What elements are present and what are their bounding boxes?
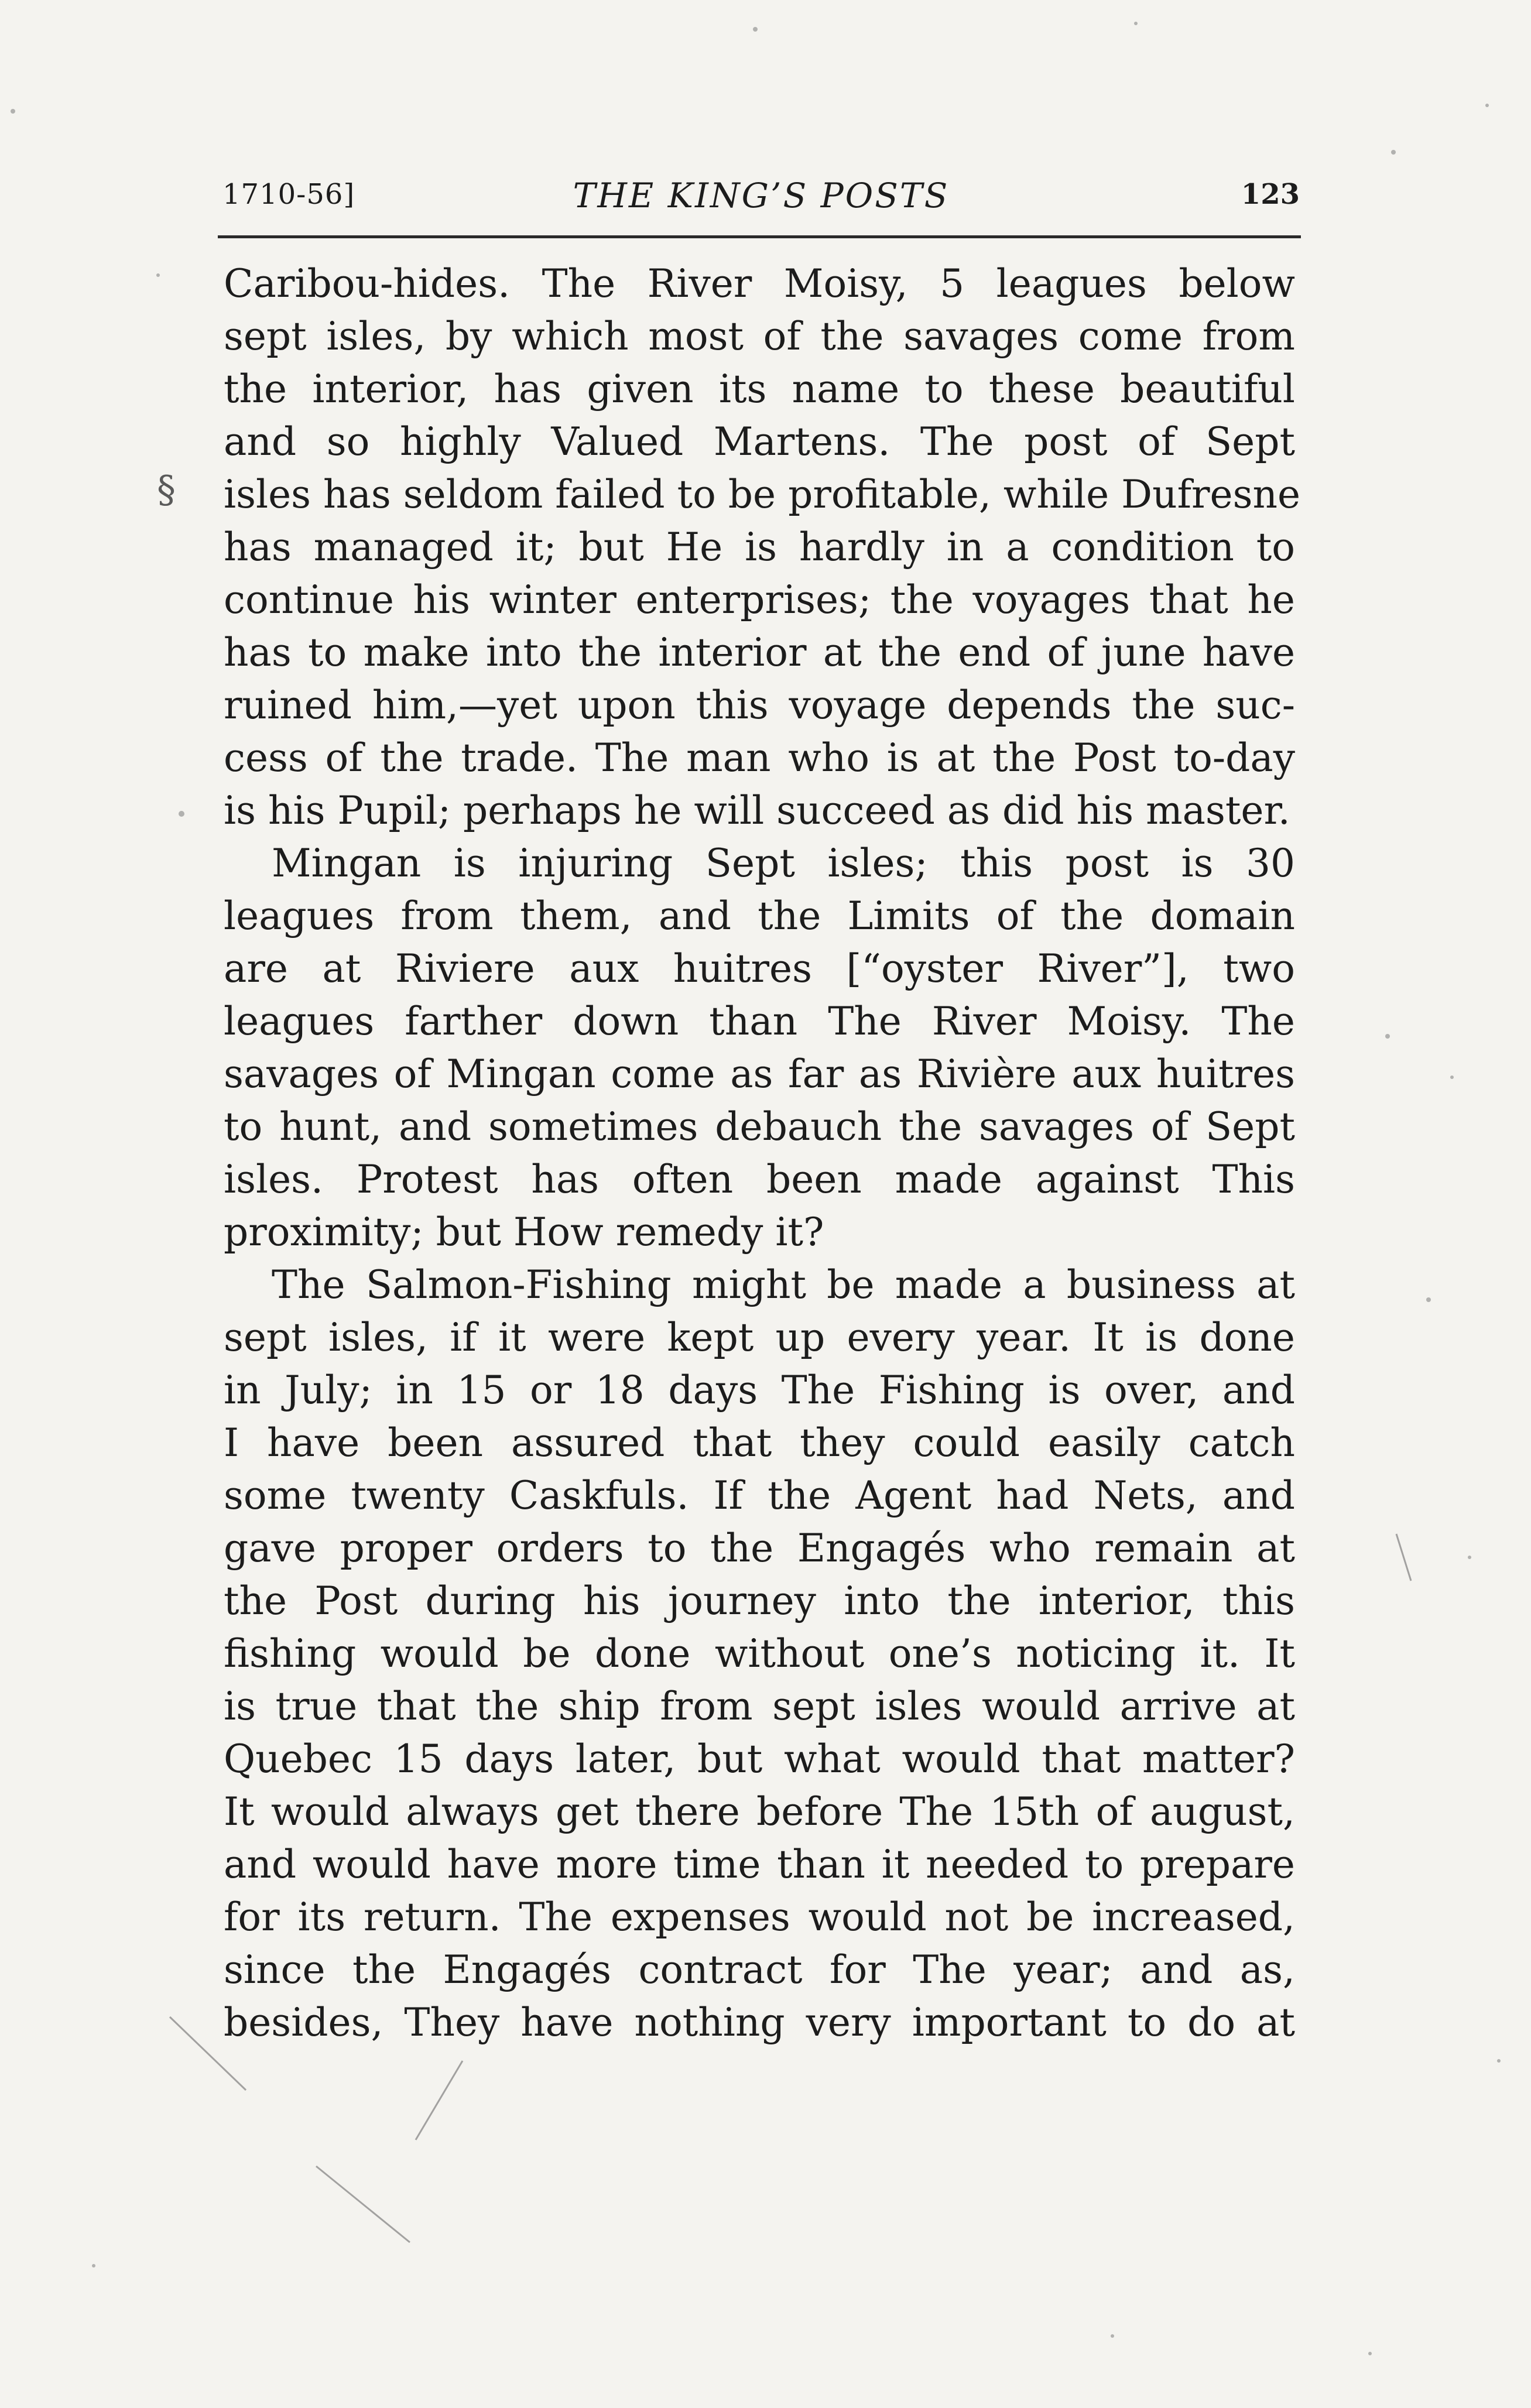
text-line: besides, They have nothing very important to do at [224,2000,1295,2045]
body-text [224,258,1301,2049]
text-line: sept isles, by which most of the savages come from [224,314,1295,359]
dust-speck [156,273,160,277]
text-line: has to make into the interior at the end of june have [224,630,1295,675]
dust-speck [1134,22,1138,25]
dust-speck [1426,1297,1431,1302]
text-line: proximity; but How remedy it? [224,1210,824,1255]
dust-speck [1368,2352,1372,2355]
pencil-stroke [316,2166,410,2242]
running-title: THE KING’S POSTS [573,176,950,215]
page-number: 123 [1241,178,1300,211]
text-line: isles. Protest has often been made against This [224,1157,1295,1202]
date-range: 1710-56] [222,178,355,211]
text-line: for its return. The expenses would not be increased, [224,1895,1295,1940]
text-line: some twenty Caskfuls. If the Agent had Nets, and [224,1473,1295,1518]
dust-speck [92,2264,95,2267]
text-line: are at Riviere aux huitres [“oyster River”], two [224,946,1295,991]
text-line: and would have more time than it needed to prepare [224,1842,1295,1887]
text-line: to hunt, and sometimes debauch the savages of Sept [224,1104,1295,1149]
text-line: leagues farther down than The River Moisy. The [224,999,1295,1044]
dust-speck [1485,104,1489,107]
text-line: in July; in 15 or 18 days The Fishing is over, and [224,1368,1295,1413]
text-line: It would always get there before The 15th of august, [224,1789,1295,1834]
text-line: Mingan is injuring Sept isles; this post is 30 [272,841,1295,886]
dust-speck [1111,2334,1114,2338]
text-line: cess of the trade. The man who is at the Post to-day [224,735,1295,780]
text-line: sept isles, if it were kept up every year. It is done [224,1315,1295,1360]
text-line: since the Engagés contract for The year; and as, [224,1947,1295,1992]
text-line: is true that the ship from sept isles would arrive at [224,1684,1295,1729]
dust-speck [1450,1075,1454,1079]
text-line: leagues from them, and the Limits of the domain [224,893,1295,938]
text-line: the Post during his journey into the interior, this [224,1578,1295,1623]
pencil-stroke [416,2061,463,2140]
margin-ornament-icon: § [157,468,176,512]
text-line: has managed it; but He is hardly in a condition to [224,525,1295,570]
text-line: and so highly Valued Martens. The post of Sept [224,419,1295,464]
text-line: the interior, has given its name to these beautiful [224,366,1295,412]
dust-speck [1468,1556,1471,1559]
header-rule [218,235,1301,238]
text-line: Quebec 15 days later, but what would that matter? [224,1736,1295,1782]
text-line: The Salmon-Fishing might be made a business at [272,1262,1295,1307]
text-line: I have been assured that they could easily catch [224,1420,1295,1465]
dust-speck [1497,2059,1501,2063]
dust-speck [179,811,184,817]
text-line: fishing would be done without one’s noticing it. It [224,1631,1295,1676]
text-line: is his Pupil; perhaps he will succeed as did his master. [224,788,1290,833]
dust-speck [1385,1034,1390,1039]
text-line: isles has seldom failed to be profitable, while Dufresne [224,472,1301,517]
text-line: ruined him,—yet upon this voyage depends the suc- [224,683,1295,728]
text-line: savages of Mingan come as far as Rivière aux huitres [224,1051,1295,1097]
running-header [222,176,1300,222]
dust-speck [11,109,15,114]
dust-speck [1391,150,1396,155]
dust-speck [753,27,758,32]
text-line: Caribou-hides. The River Moisy, 5 leagues below [224,261,1295,306]
pencil-stroke [1396,1534,1411,1581]
text-line: gave proper orders to the Engagés who remain at [224,1526,1295,1571]
text-line: continue his winter enterprises; the voyages that he [224,577,1295,622]
